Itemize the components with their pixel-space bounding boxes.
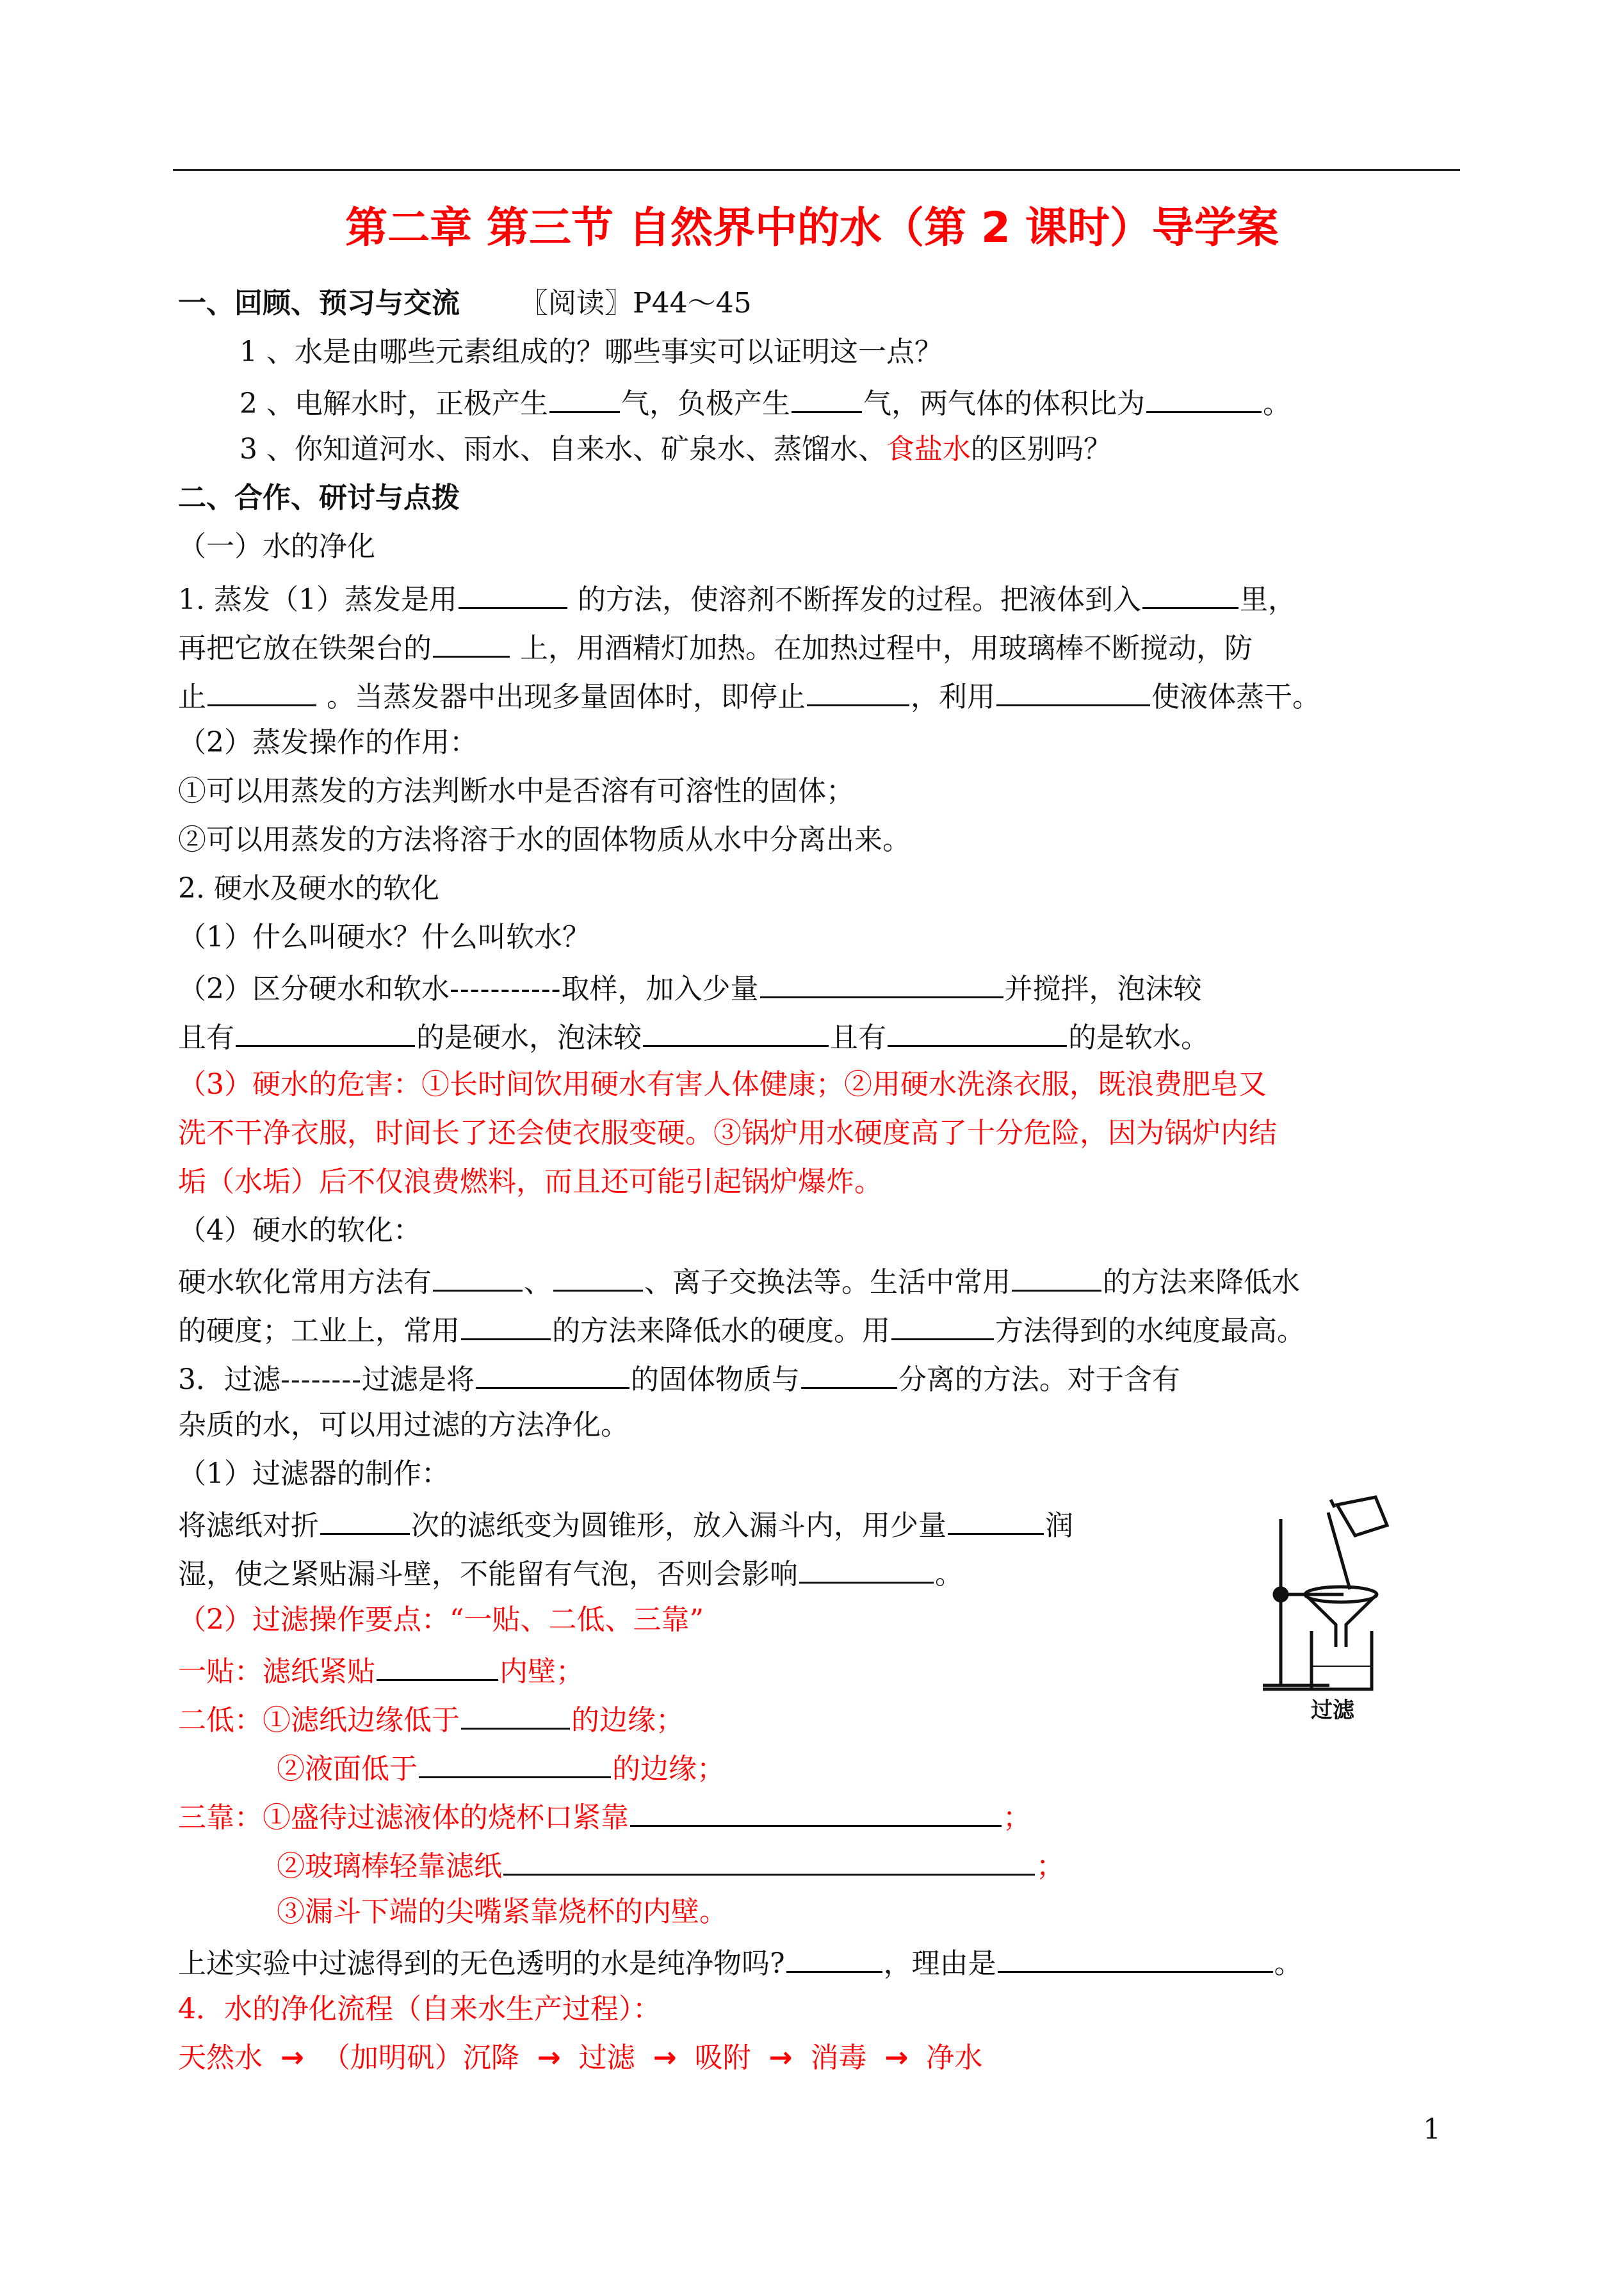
purity-question: 上述实验中过滤得到的无色透明的水是纯净物吗? ，理由是 。 <box>178 1936 1459 1985</box>
blank[interactable] <box>503 1839 1035 1876</box>
blank[interactable] <box>1146 377 1262 413</box>
two-low-line-1: 二低：①滤纸边缘低于 的边缘； <box>178 1693 1459 1742</box>
flow-arrow: → <box>537 2041 561 2074</box>
question-3: 3 、你知道河水、雨水、自来水、矿泉水、蒸馏水、食盐水的区别吗？ <box>240 433 1112 466</box>
filtration-line-1: 3．过滤--------过滤是将 的固体物质与 分离的方法。对于含有 <box>178 1352 1459 1401</box>
blank[interactable] <box>643 1010 829 1047</box>
two-low-line-2: ②液面低于 的边缘； <box>277 1742 1557 1790</box>
blank[interactable] <box>807 670 909 706</box>
highlight-salt-water: 食盐水 <box>886 433 971 466</box>
hard-water-harm-1: （3）硬水的危害：①长时间饮用硬水有害人体健康；②用硬水洗涤衣服，既浪费肥皂又 <box>178 1068 1267 1101</box>
blank[interactable] <box>461 1304 551 1340</box>
filtration-line-2: 杂质的水，可以用过滤的方法净化。 <box>178 1409 629 1441</box>
blank[interactable] <box>888 1010 1067 1047</box>
filtration-apparatus-figure <box>1259 1493 1406 1730</box>
hard-water-harm-3: 垢（水垢）后不仅浪费燃料，而且还可能引起锅炉爆炸。 <box>178 1165 882 1198</box>
blank[interactable] <box>433 1255 523 1292</box>
blank[interactable] <box>996 670 1150 706</box>
blank[interactable] <box>553 1255 643 1292</box>
flow-step: 过滤 <box>578 2041 635 2074</box>
filter-operation-heading: （2）过滤操作要点：“一贴、二低、三靠” <box>178 1603 704 1636</box>
evaporation-line-4: （2）蒸发操作的作用： <box>178 726 478 759</box>
filter-making-heading: （1）过滤器的制作： <box>178 1457 450 1490</box>
softening-heading: （4）硬水的软化： <box>178 1214 421 1247</box>
flow-arrow: → <box>280 2041 304 2074</box>
page-number: 1 <box>1423 2113 1441 2146</box>
section2-heading: 二、合作、研讨与点拨 <box>178 482 460 514</box>
hard-water-q2: （2）区分硬水和软水-----------取样，加入少量 并搅拌，泡沫较 <box>178 962 1459 1010</box>
flow-step: 吸附 <box>694 2041 751 2074</box>
evaporation-line-1: 1. 蒸发（1）蒸发是用 的方法，使溶剂不断挥发的过程。把液体到入 里， <box>178 572 1459 621</box>
flow-arrow: → <box>653 2041 677 2074</box>
section1-heading: 一、回顾、预习与交流 <box>178 287 460 320</box>
filter-making-line-1: 将滤纸对折 次的滤纸变为圆锥形，放入漏斗内，用少量 润 <box>178 1498 1459 1547</box>
blank[interactable] <box>786 1936 882 1973</box>
blank[interactable] <box>433 621 510 658</box>
filter-making-line-2: 湿，使之紧贴漏斗壁，不能留有气泡，否则会影响 。 <box>178 1547 1459 1596</box>
evaporation-line-5: ①可以用蒸发的方法判断水中是否溶有可溶性的固体； <box>178 775 854 807</box>
section1-heading-line <box>178 279 1459 328</box>
evaporation-line-3: 止 。当蒸发器中出现多量固体时，即停止 ，利用 使液体蒸干。 <box>178 670 1459 718</box>
blank[interactable] <box>1142 572 1238 609</box>
hard-water-q1: （1）什么叫硬水？什么叫软水？ <box>178 921 590 953</box>
filtration-diagram-icon <box>1259 1493 1406 1730</box>
blank[interactable] <box>207 670 316 706</box>
blank[interactable] <box>419 1742 611 1778</box>
blank[interactable] <box>1012 1255 1101 1292</box>
question-2: 2 、电解水时，正极产生 气，负极产生 气，两气体的体积比为 。 <box>240 377 1520 425</box>
flow-step: 天然水 <box>178 2041 263 2074</box>
page-title: 第二章 第三节 自然界中的水（第 2 课时）导学案 <box>345 203 1279 252</box>
flow-step: （加明矾）沉降 <box>321 2041 519 2074</box>
hard-water-q2-line-2: 且有 的是硬水，泡沫较 且有 的是软水。 <box>178 1010 1459 1059</box>
one-stick-line: 一贴：滤纸紧贴 内壁； <box>178 1644 1459 1693</box>
blank[interactable] <box>377 1644 498 1681</box>
flow-step: 消毒 <box>810 2041 867 2074</box>
blank[interactable] <box>320 1498 410 1535</box>
blank[interactable] <box>461 1693 570 1730</box>
blank[interactable] <box>801 1352 897 1389</box>
hard-water-heading: 2. 硬水及硬水的软化 <box>178 872 439 905</box>
flow-heading: 4．水的净化流程（自来水生产过程）： <box>178 1993 661 2025</box>
evaporation-line-2: 再把它放在铁架台的 上，用酒精灯加热。在加热过程中，用玻璃棒不断搅动，防 <box>178 621 1459 670</box>
three-lean-line-2: ②玻璃棒轻靠滤纸 ； <box>277 1839 1557 1888</box>
blank[interactable] <box>891 1304 994 1340</box>
blank[interactable] <box>792 377 862 413</box>
blank[interactable] <box>948 1498 1044 1535</box>
purification-flow <box>178 2034 1459 2082</box>
softening-line-2: 的硬度；工业上，常用 的方法来降低水的硬度。用 方法得到的水纯度最高。 <box>178 1304 1459 1352</box>
flow-arrow: → <box>768 2041 793 2074</box>
flow-step: 净水 <box>926 2041 983 2074</box>
subsection-purification: （一）水的净化 <box>178 530 375 563</box>
blank[interactable] <box>236 1010 415 1047</box>
hard-water-harm-2: 洗不干净衣服，时间长了还会使衣服变硬。③锅炉用水硬度高了十分危险，因为锅炉内结 <box>178 1117 1277 1149</box>
softening-line-1: 硬水软化常用方法有 、 、离子交换法等。生活中常用 的方法来降低水 <box>178 1255 1459 1304</box>
figure-caption: 过滤 <box>1311 1698 1354 1723</box>
reading-reference: 〖阅读〗P44～45 <box>520 287 752 320</box>
blank[interactable] <box>549 377 620 413</box>
header-rule <box>173 169 1460 171</box>
evaporation-line-6: ②可以用蒸发的方法将溶于水的固体物质从水中分离出来。 <box>178 823 911 856</box>
blank[interactable] <box>630 1790 1002 1827</box>
blank[interactable] <box>760 962 1003 998</box>
blank[interactable] <box>998 1936 1273 1973</box>
blank[interactable] <box>476 1352 629 1389</box>
question-1: 1 、水是由哪些元素组成的？哪些事实可以证明这一点？ <box>240 336 943 368</box>
flow-arrow: → <box>884 2041 909 2074</box>
three-lean-line-3: ③漏斗下端的尖嘴紧靠烧杯的内壁。 <box>277 1895 727 1928</box>
blank[interactable] <box>799 1547 934 1584</box>
blank[interactable] <box>459 572 567 609</box>
three-lean-line-1: 三靠：①盛待过滤液体的烧杯口紧靠 ； <box>178 1790 1459 1839</box>
